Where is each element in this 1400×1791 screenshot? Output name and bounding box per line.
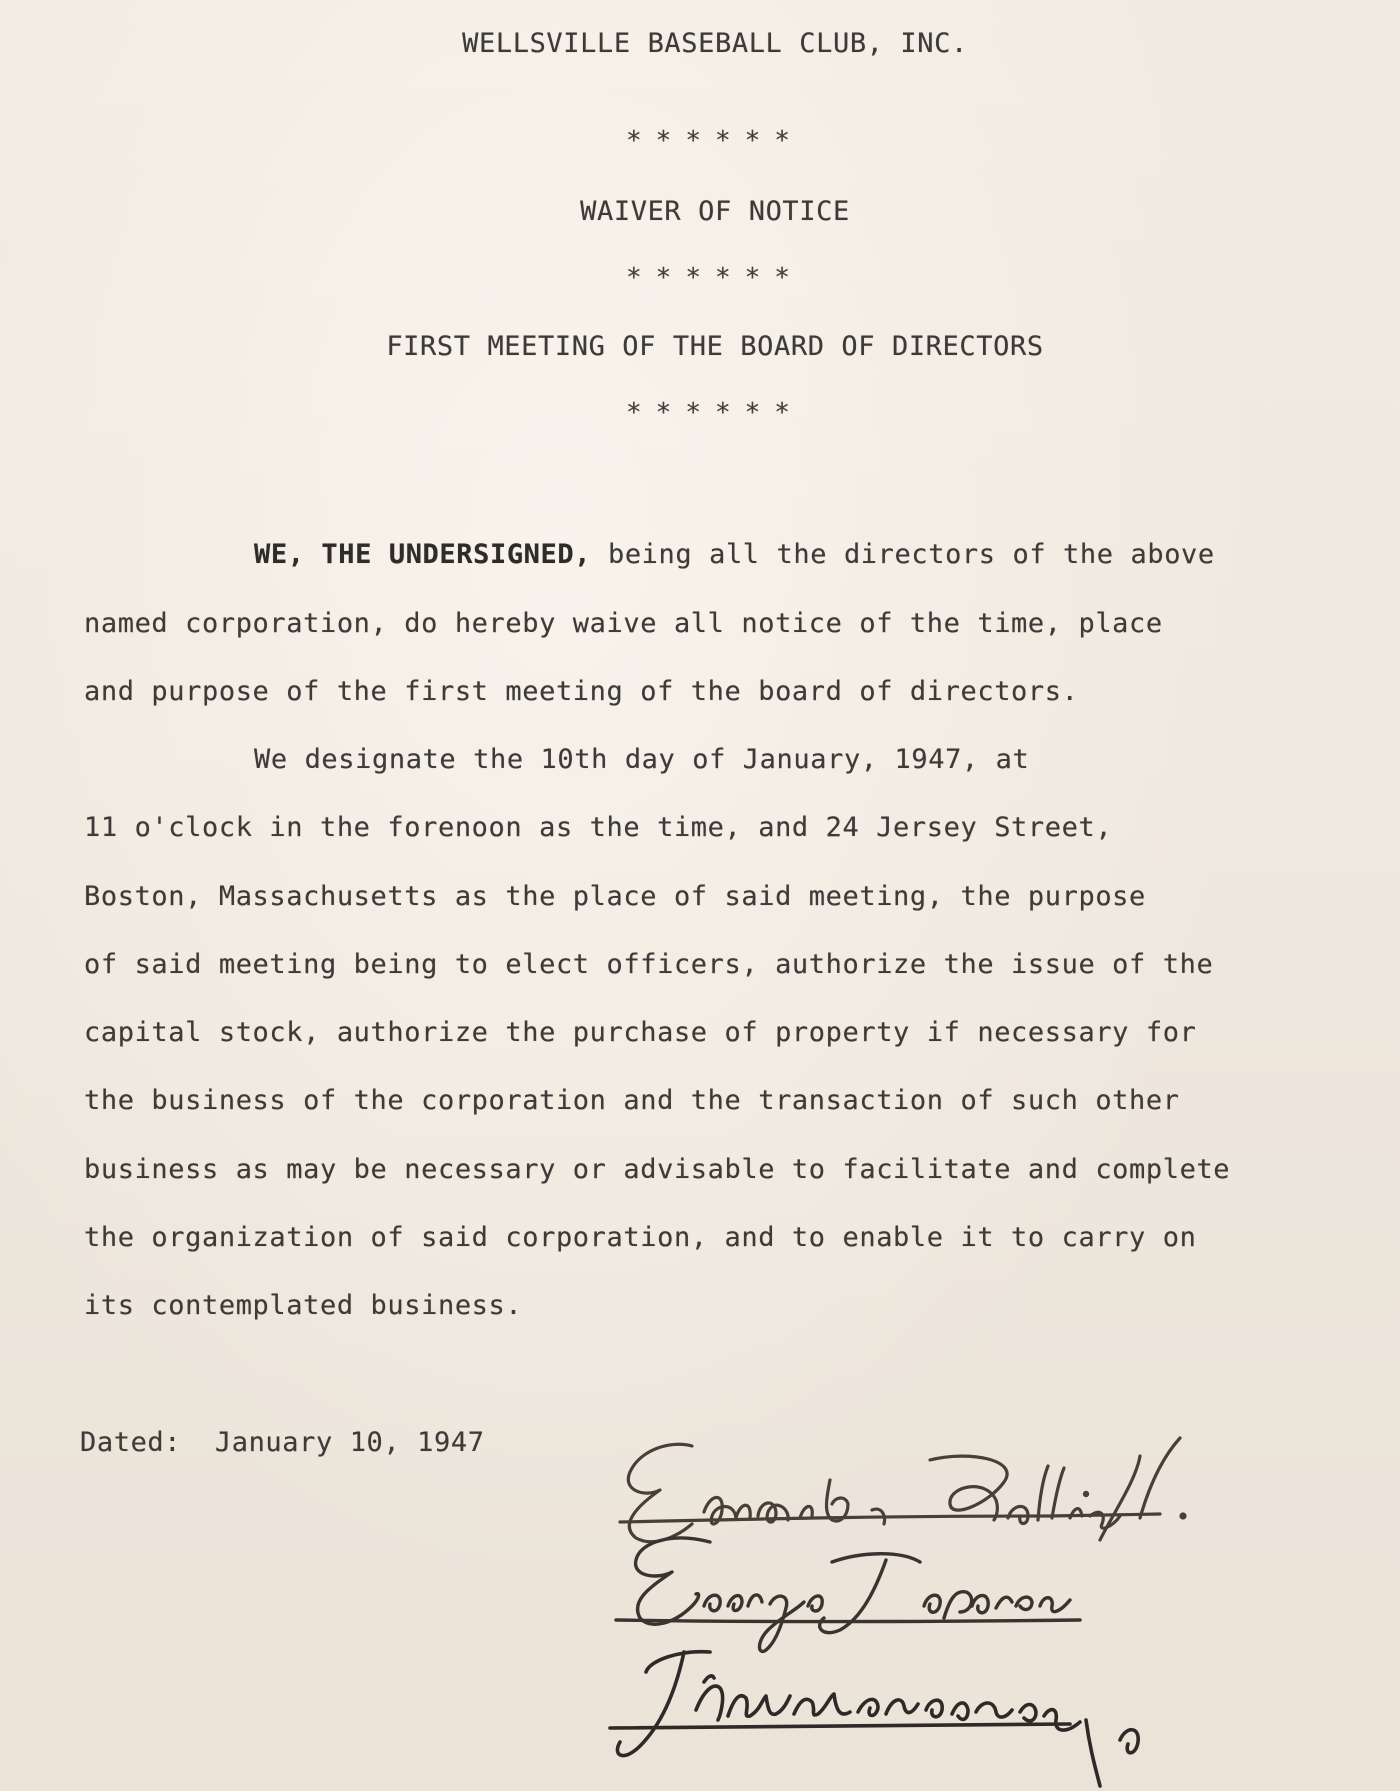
paragraph-line-rest: being all the directors of the above [591,539,1215,570]
document-title: WAIVER OF NOTICE [580,196,850,227]
company-name: WELLSVILLE BASEBALL CLUB, INC. [462,28,968,59]
paragraph-line: capital stock, authorize the purchase of property if necessary for [84,1017,1197,1048]
paragraph-line: 11 o'clock in the forenoon as the time, and 24 Jersey Street, [84,812,1113,843]
paragraph-line: and purpose of the first meeting of the board of directors. [84,676,1079,707]
paragraph-line: named corporation, do hereby waive all notice of the time, place [84,608,1163,639]
dated-value: January 10, 1947 [214,1427,485,1458]
paragraph-line [254,541,1215,568]
signature-edward-collins [620,1438,1185,1542]
undersigned-lead: WE, THE UNDERSIGNED, [254,539,592,570]
paragraph-line: the organization of said corporation, and to enable it to carry on [84,1222,1197,1253]
signature-ted-williamson [610,1652,1138,1786]
star-divider: ****** [626,263,804,293]
paragraph-line: Boston, Massachusetts as the place of said meeting, the purpose [84,881,1146,912]
signature-george-toporcer [616,1538,1080,1651]
dated-line [80,1429,485,1456]
dated-label: Dated: [80,1427,182,1458]
paragraph-line: the business of the corporation and the transaction of such other [84,1085,1180,1116]
signature-block [600,1420,1360,1791]
paragraph-line: We designate the 10th day of January, 1947, at [254,744,1030,775]
paragraph-line: of said meeting being to elect officers, authorize the issue of the [84,949,1214,980]
paragraph-line: its contemplated business. [84,1290,523,1321]
document-subtitle: FIRST MEETING OF THE BOARD OF DIRECTORS [386,331,1044,362]
star-divider: ****** [626,126,804,156]
paragraph-line: business as may be necessary or advisable to facilitate and complete [84,1154,1231,1185]
star-divider: ****** [626,398,804,428]
